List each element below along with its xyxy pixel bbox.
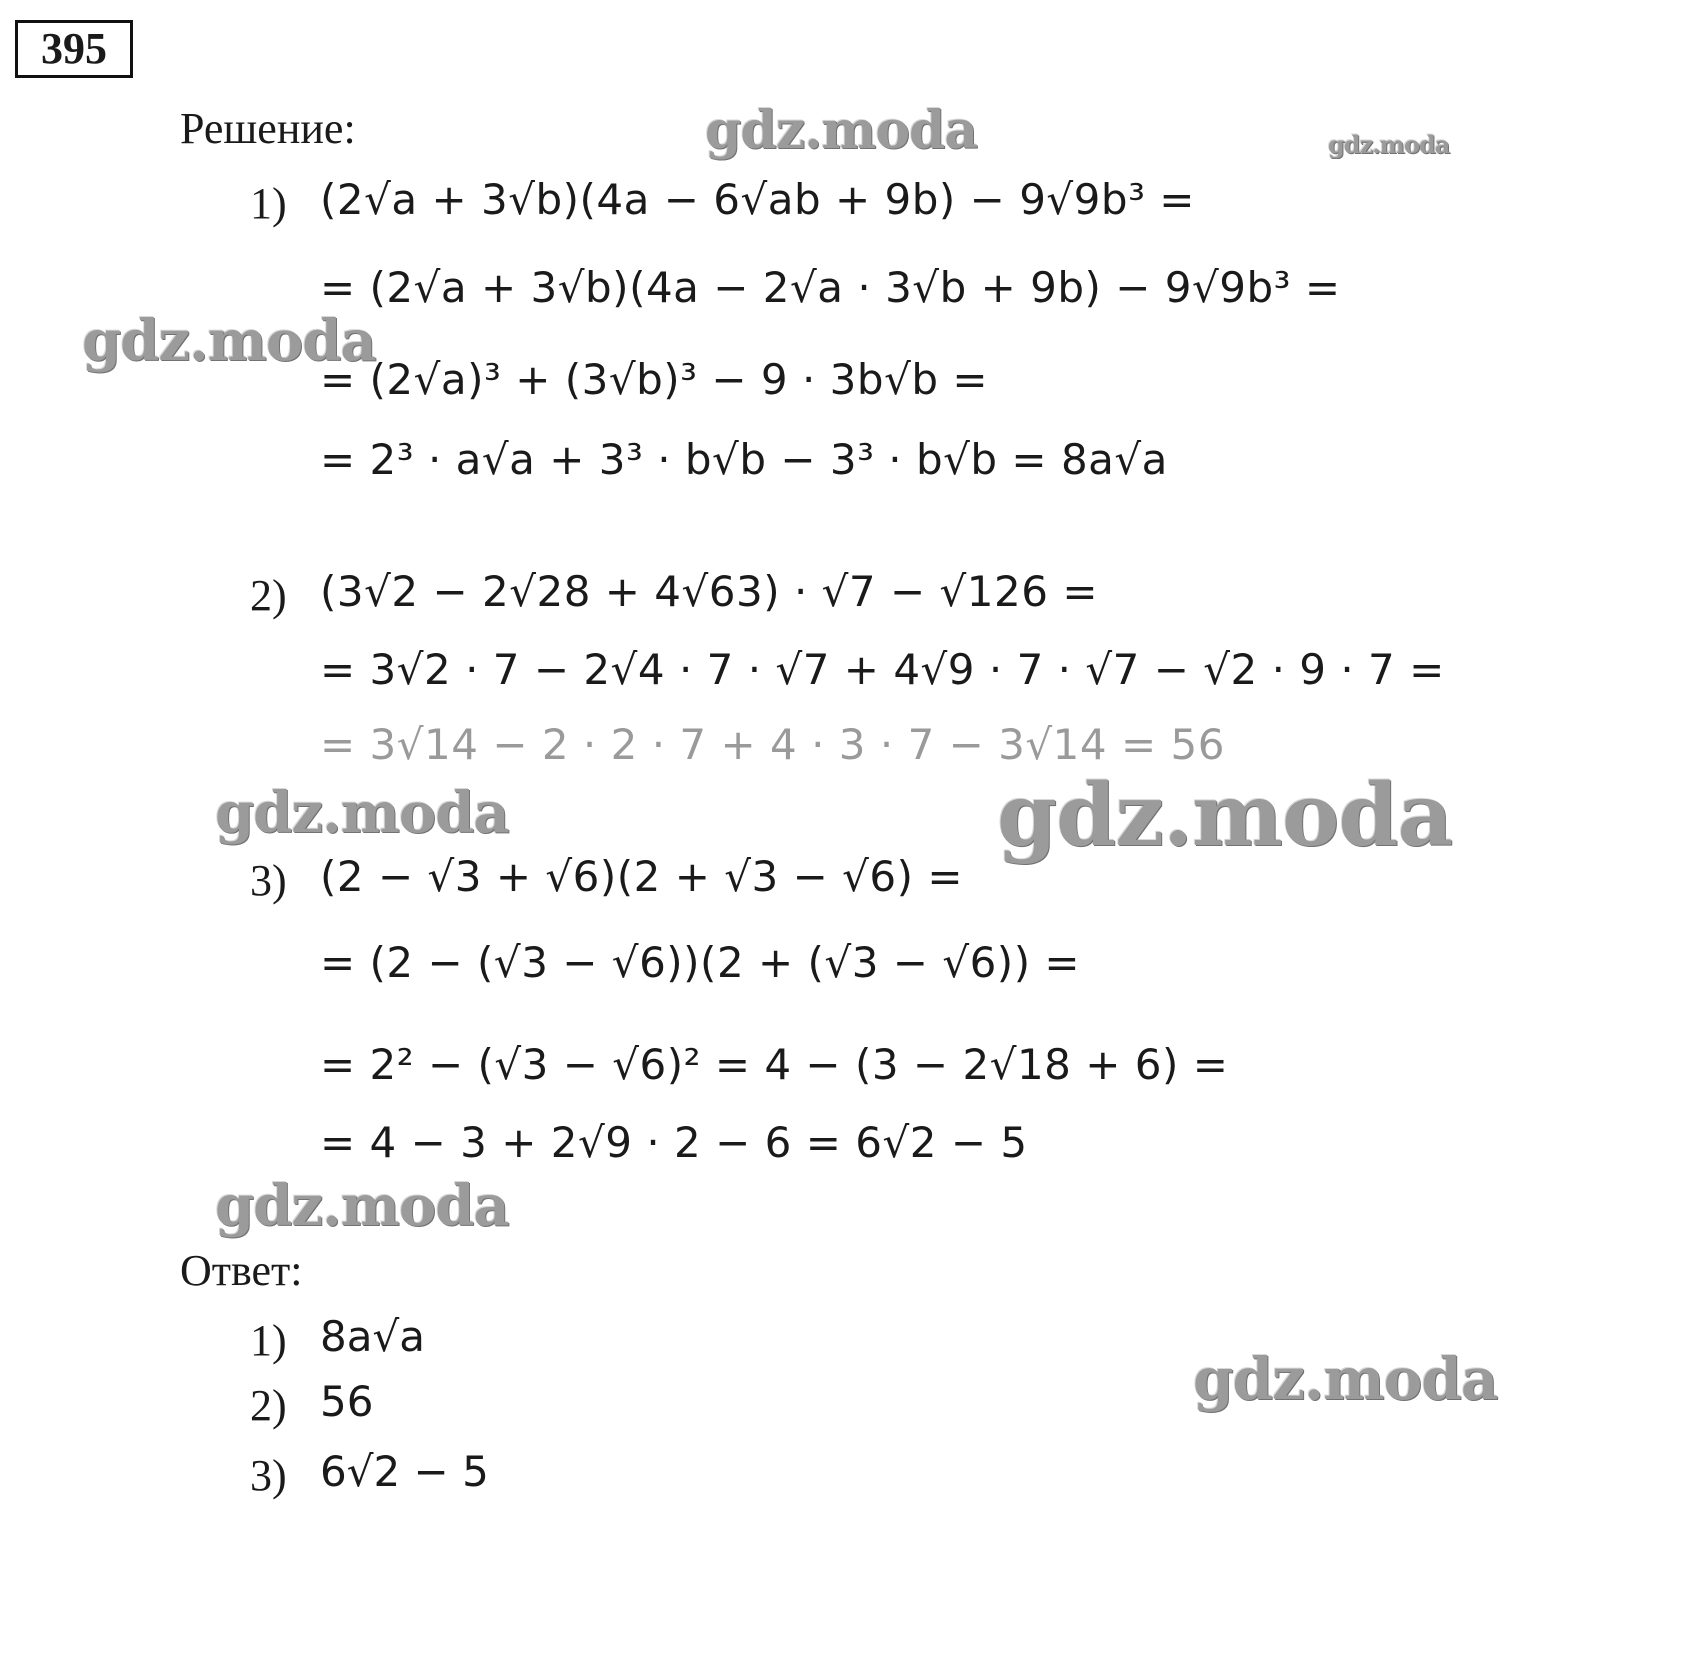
watermark-logo: gdz.moda (82, 308, 376, 374)
step-3-line-4: = 4 − 3 + 2√9 · 2 − 6 = 6√2 − 5 (320, 1118, 1028, 1167)
answer-3-label: 3) (250, 1451, 287, 1500)
step-3-label: 3) (250, 856, 287, 905)
step-2-line-1: (3√2 − 2√28 + 4√63) · √7 − √126 = (320, 567, 1099, 616)
watermark-logo: gdz.moda (1193, 1345, 1498, 1413)
answer-label: Ответ: (180, 1246, 303, 1295)
step-1-line-1: (2√a + 3√b)(4a − 6√ab + 9b) − 9√9b³ = (320, 175, 1195, 224)
step-3-line-1: (2 − √3 + √6)(2 + √3 − √6) = (320, 852, 964, 901)
step-2-line-2: = 3√2 · 7 − 2√4 · 7 · √7 + 4√9 · 7 · √7 − √2 · 9 · 7 = (320, 645, 1445, 694)
answer-3-value: 6√2 − 5 (320, 1447, 489, 1496)
step-1-line-2: = (2√a + 3√b)(4a − 2√a · 3√b + 9b) − 9√9b³ = (320, 263, 1341, 312)
step-1-line-4: = 2³ · a√a + 3³ · b√b − 3³ · b√b = 8a√a (320, 435, 1168, 484)
answer-1-label: 1) (250, 1316, 287, 1365)
step-1-line-3: = (2√a)³ + (3√b)³ − 9 · 3b√b = (320, 355, 989, 404)
watermark-logo: gdz.moda (215, 1173, 509, 1239)
step-3-line-3: = 2² − (√3 − √6)² = 4 − (3 − 2√18 + 6) = (320, 1040, 1229, 1089)
step-2-label: 2) (250, 571, 287, 620)
answer-2-label: 2) (250, 1381, 287, 1430)
step-1-label: 1) (250, 179, 287, 228)
watermark-logo: gdz.moda (705, 100, 978, 161)
step-2-line-3: = 3√14 − 2 · 2 · 7 + 4 · 3 · 7 − 3√14 = 56 (320, 720, 1225, 769)
step-3-line-2: = (2 − (√3 − √6))(2 + (√3 − √6)) = (320, 938, 1081, 987)
watermark-logo: gdz.moda (997, 765, 1453, 866)
watermark-logo: gdz.moda (1328, 130, 1450, 159)
answer-2-value: 56 (320, 1377, 374, 1426)
solution-label: Решение: (180, 104, 356, 153)
exercise-number: 395 (15, 20, 133, 78)
answer-1-value: 8a√a (320, 1312, 425, 1361)
watermark-logo: gdz.moda (215, 780, 509, 846)
